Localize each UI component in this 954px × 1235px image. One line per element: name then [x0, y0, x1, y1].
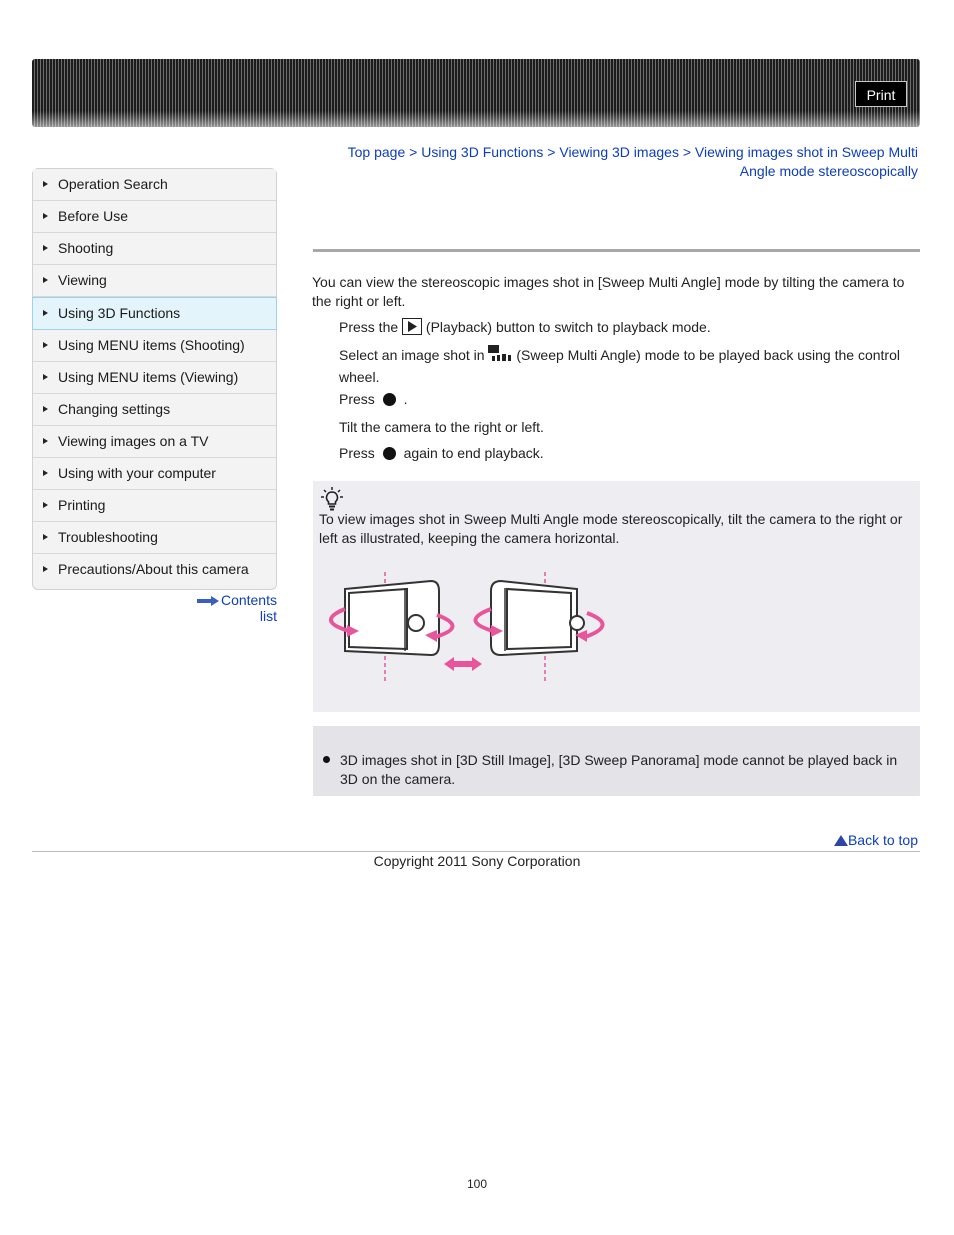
playback-icon [402, 318, 422, 340]
sidebar-item-printing[interactable] [33, 490, 276, 522]
step-2 [339, 345, 914, 387]
sidebar-item-viewing-on-tv[interactable] [33, 426, 276, 458]
copyright-text: Copyright 2011 Sony Corporation [373, 853, 581, 869]
arrow-right-icon [43, 406, 48, 412]
sidebar-item-label: Before Use [58, 208, 129, 224]
step-2-text-after: (Sweep Multi Angle) mode to be played back using the control wheel. [339, 347, 900, 385]
arrow-right-icon [43, 181, 48, 187]
sidebar-item-label: Using with your computer [58, 465, 216, 481]
arrow-right-icon [43, 374, 48, 380]
sweep-multi-angle-icon [488, 345, 512, 368]
arrow-right-icon [197, 596, 219, 606]
step-3 [339, 390, 899, 409]
sidebar-item-label: Printing [58, 497, 106, 513]
step-4: Tilt the camera to the right or left. [339, 419, 544, 435]
sidebar-item-label: Using MENU items (Viewing) [58, 369, 239, 385]
sidebar-item-troubleshooting[interactable] [33, 522, 276, 554]
step-3-text-after: . [403, 391, 408, 407]
breadcrumb [312, 143, 918, 181]
arrow-right-icon [43, 310, 48, 316]
sidebar-item-label: Shooting [58, 240, 114, 256]
step-2-text-before: Select an image shot in [339, 347, 485, 363]
sidebar-item-precautions[interactable] [33, 554, 276, 585]
sidebar-item-shooting[interactable] [33, 233, 276, 265]
title-divider [313, 249, 920, 252]
step-3-text-before: Press [339, 391, 375, 407]
contents-list-link[interactable] [176, 592, 277, 624]
sidebar-item-label: Using MENU items (Shooting) [58, 337, 245, 353]
note-box [313, 726, 920, 796]
sidebar-nav [32, 168, 277, 590]
sidebar-item-label: Changing settings [58, 401, 171, 417]
arrow-right-icon [43, 534, 48, 540]
contents-list-label: Contents list [220, 592, 277, 624]
step-1-text-after: (Playback) button to switch to playback mode. [425, 319, 711, 335]
arrow-right-icon [43, 470, 48, 476]
step-1 [339, 318, 919, 340]
sidebar-item-menu-viewing[interactable] [33, 362, 276, 394]
arrow-right-icon [43, 277, 48, 283]
triangle-up-icon [834, 835, 848, 846]
arrow-right-icon [43, 438, 48, 444]
step-1-text-before: Press the [339, 319, 399, 335]
print-button[interactable]: Print [855, 81, 907, 107]
sidebar-item-label: Operation Search [58, 176, 168, 192]
hint-text: To view images shot in Sweep Multi Angle mode stereoscopically, tilt the camera to the right or left as illustrated, keeping the camera horizontal. [319, 511, 903, 546]
arrow-right-icon [43, 245, 48, 251]
step-5 [339, 444, 899, 463]
center-button-icon [383, 447, 396, 460]
breadcrumb-using-3d-functions[interactable]: Using 3D Functions [421, 144, 544, 160]
step-5-text-after: again to end playback. [403, 445, 544, 461]
page-number: 100 [466, 1177, 488, 1191]
breadcrumb-current-page[interactable]: Viewing images shot in Sweep Multi Angle mode stereoscopically [694, 144, 918, 179]
back-to-top-link[interactable] [800, 832, 918, 848]
hint-box [313, 481, 920, 712]
breadcrumb-separator: > [409, 144, 418, 160]
breadcrumb-separator: > [682, 144, 692, 160]
sidebar-item-changing-settings[interactable] [33, 394, 276, 426]
breadcrumb-top-page[interactable]: Top page [347, 144, 406, 160]
sidebar-item-menu-shooting[interactable] [33, 330, 276, 362]
arrow-right-icon [43, 213, 48, 219]
sidebar-item-using-with-computer[interactable] [33, 458, 276, 490]
step-5-text-before: Press [339, 445, 375, 461]
center-button-icon [383, 393, 396, 406]
tilt-camera-illustration [319, 569, 619, 684]
sidebar-item-viewing[interactable] [33, 265, 276, 297]
sidebar-item-label: Viewing [58, 272, 107, 288]
intro-text: You can view the stereoscopic images shot in [Sweep Multi Angle] mode by tilting the camera to the right or left. [312, 274, 905, 309]
sidebar-item-before-use[interactable] [33, 201, 276, 233]
hint-lightbulb-icon [321, 487, 343, 511]
sidebar-item-using-3d-functions[interactable] [32, 297, 277, 330]
sidebar-item-label: Using 3D Functions [58, 305, 181, 321]
sidebar-item-label: Viewing images on a TV [58, 433, 209, 449]
arrow-right-icon [43, 566, 48, 572]
bullet-icon [323, 756, 330, 763]
back-to-top-label: Back to top [847, 832, 918, 848]
arrow-right-icon [43, 342, 48, 348]
breadcrumb-separator: > [547, 144, 556, 160]
note-text: 3D images shot in [3D Still Image], [3D Sweep Panorama] mode cannot be played back in 3D on the camera. [340, 752, 898, 787]
sidebar-item-label: Precautions/About this camera [58, 561, 249, 577]
sidebar-item-label: Troubleshooting [58, 529, 158, 545]
breadcrumb-viewing-3d-images[interactable]: Viewing 3D images [559, 144, 679, 160]
arrow-right-icon [43, 502, 48, 508]
sidebar-item-operation-search[interactable] [33, 169, 276, 201]
header-bar [32, 59, 920, 127]
